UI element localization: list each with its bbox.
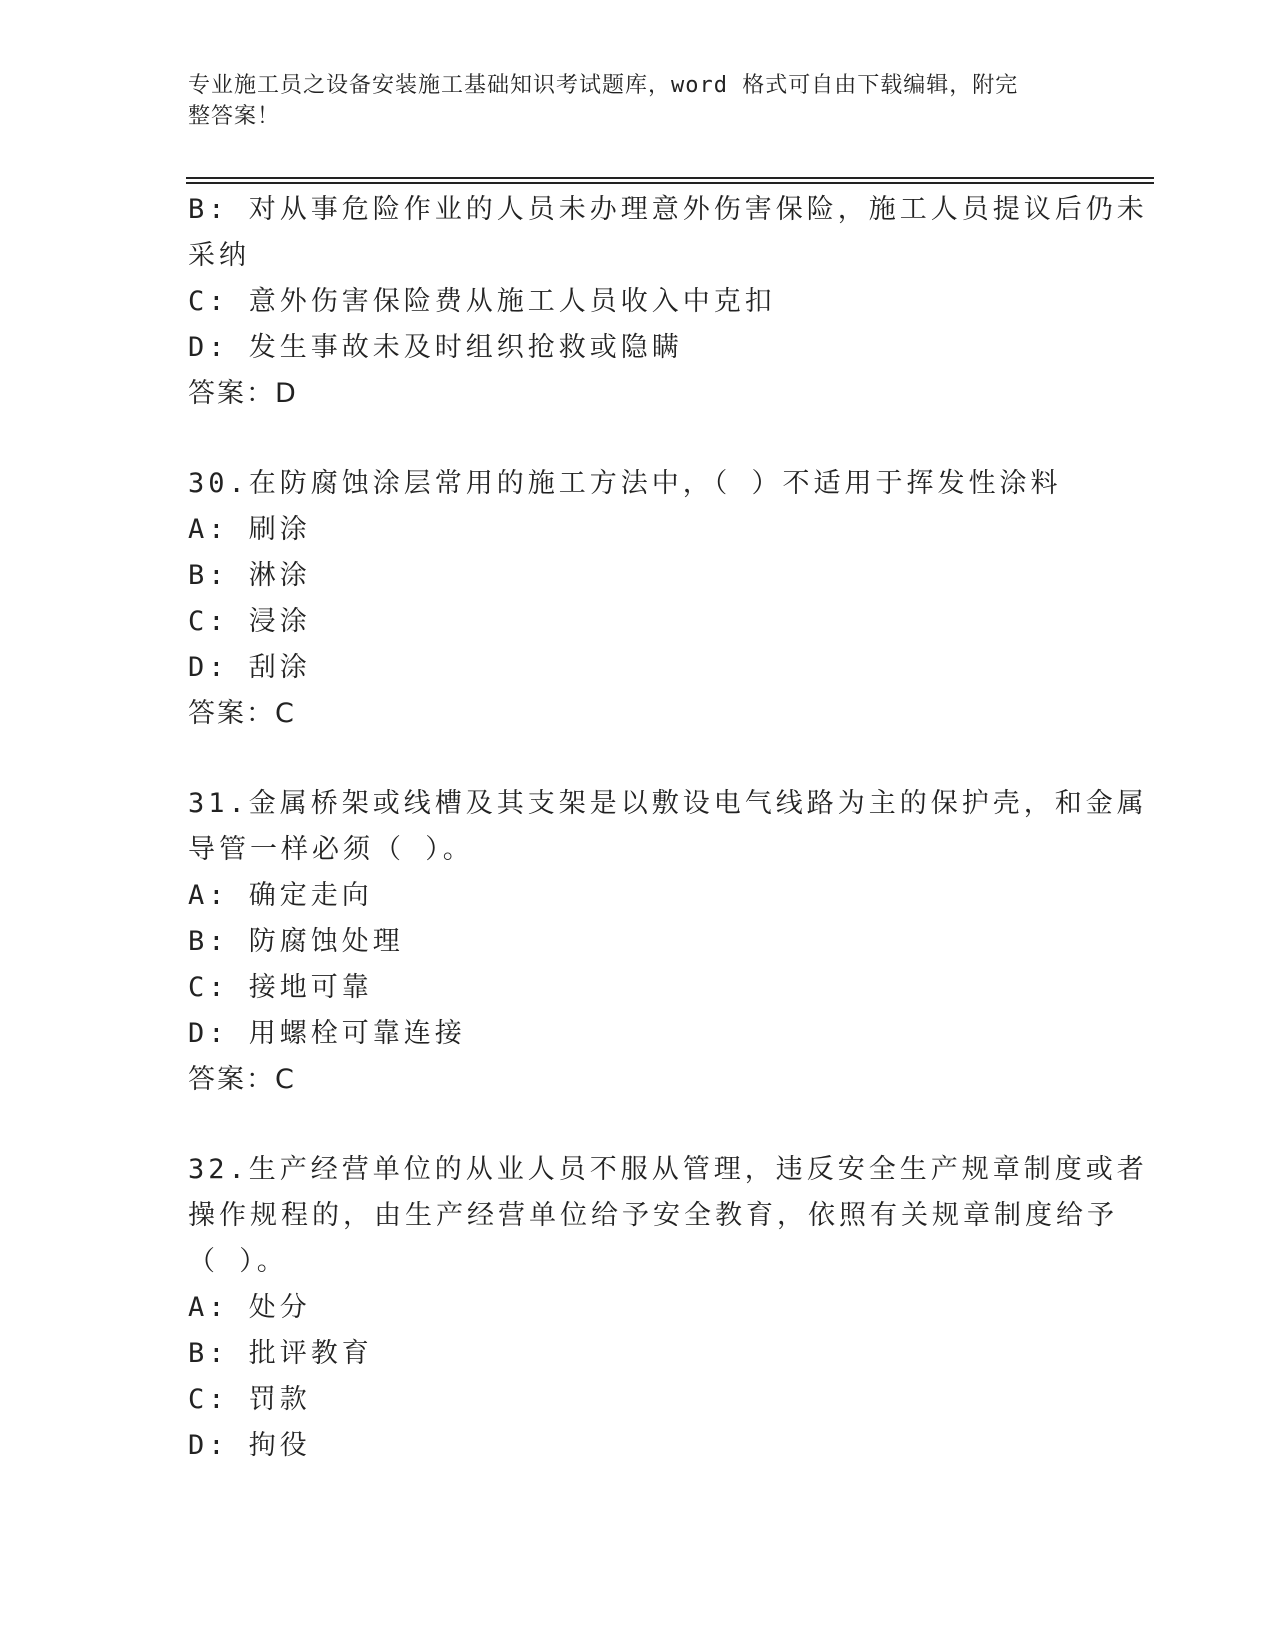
option-d: D: 用螺栓可靠连接 — [188, 1018, 466, 1049]
question-block-28 — [188, 187, 1148, 417]
header-line-1: 专业施工员之设备安装施工基础知识考试题库，word 格式可自由下载编辑，附完 — [188, 73, 1019, 98]
option-b: B: 对从事危险作业的人员未办理意外伤害保险，施工人员提议后仍未 — [188, 194, 1148, 225]
question-stem-continued: （ ）。 — [188, 1246, 288, 1277]
question-spacer — [188, 1103, 1088, 1147]
question-list — [188, 187, 1148, 1469]
option-c: C: 浸涂 — [188, 606, 311, 637]
question-block-31 — [188, 781, 1148, 1103]
answer-line: 答案：D — [188, 378, 298, 409]
option-a: A: 刷涂 — [188, 514, 311, 545]
header-divider-bottom — [186, 182, 1154, 184]
question-block-30 — [188, 461, 1088, 737]
question-spacer — [188, 417, 1088, 461]
question-spacer — [188, 737, 1088, 781]
option-c: C: 意外伤害保险费从施工人员收入中克扣 — [188, 286, 776, 317]
header-line-2: 整答案！ — [188, 104, 281, 129]
option-d: D: 拘役 — [188, 1430, 311, 1461]
question-stem: 31.金属桥架或线槽及其支架是以敷设电气线路为主的保护壳，和金属 — [188, 788, 1148, 819]
option-c: C: 接地可靠 — [188, 972, 373, 1003]
question-stem: 32.生产经营单位的从业人员不服从管理，违反安全生产规章制度或者 — [188, 1154, 1148, 1185]
answer-line: 答案：C — [188, 1064, 296, 1095]
option-b: B: 淋涂 — [188, 560, 311, 591]
question-stem-continued: 操作规程的，由生产经营单位给予安全教育，依照有关规章制度给予 — [188, 1200, 1118, 1231]
question-stem: 30.在防腐蚀涂层常用的施工方法中，（ ）不适用于挥发性涂料 — [188, 468, 1062, 499]
question-block-32 — [188, 1147, 1148, 1469]
option-b: B: 批评教育 — [188, 1338, 373, 1369]
document-header — [188, 70, 1068, 132]
answer-line: 答案：C — [188, 698, 296, 729]
option-b-continued: 采纳 — [188, 240, 250, 271]
header-divider-top — [186, 177, 1154, 179]
question-stem-continued: 导管一样必须（ ）。 — [188, 834, 474, 865]
option-a: A: 处分 — [188, 1292, 311, 1323]
option-d: D: 发生事故未及时组织抢救或隐瞒 — [188, 332, 683, 363]
option-d: D: 刮涂 — [188, 652, 311, 683]
option-c: C: 罚款 — [188, 1384, 311, 1415]
option-b: B: 防腐蚀处理 — [188, 926, 404, 957]
option-a: A: 确定走向 — [188, 880, 373, 911]
